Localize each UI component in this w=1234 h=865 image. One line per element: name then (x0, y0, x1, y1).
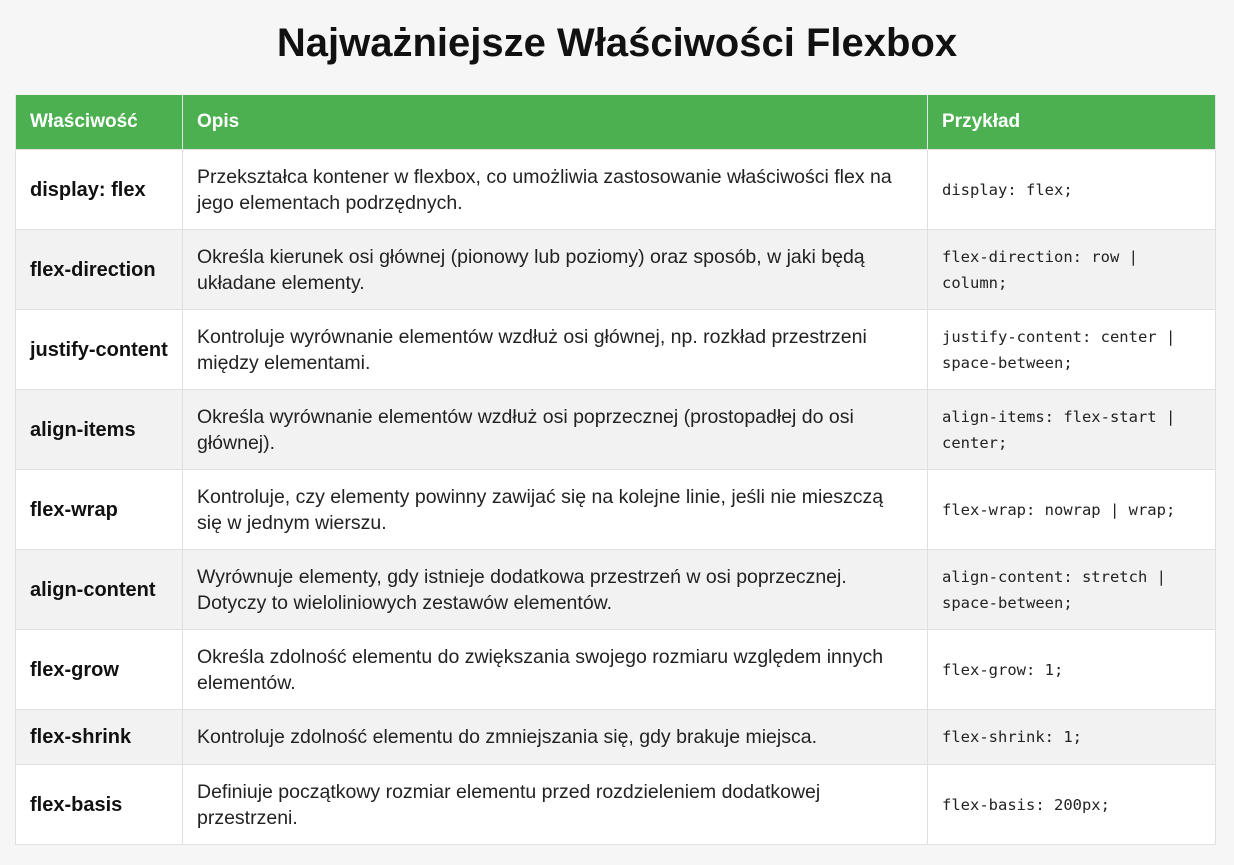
property-cell: display: flex (16, 150, 183, 230)
description-cell: Definiuje początkowy rozmiar elementu przed rozdzieleniem dodatkowej przestrzeni. (183, 765, 928, 845)
table-row (16, 630, 1216, 710)
description-cell: Kontroluje zdolność elementu do zmniejszania się, gdy brakuje miejsca. (183, 710, 928, 765)
example-cell: flex-wrap: nowrap | wrap; (928, 470, 1216, 550)
property-cell: align-items (16, 390, 183, 470)
property-cell: justify-content (16, 310, 183, 390)
example-cell: align-content: stretch | space-between; (928, 550, 1216, 630)
table-row (16, 310, 1216, 390)
description-cell: Określa zdolność elementu do zwiększania swojego rozmiaru względem innych elementów. (183, 630, 928, 710)
column-header-example: Przykład (928, 95, 1216, 150)
table-row (16, 765, 1216, 845)
example-cell: justify-content: center | space-between; (928, 310, 1216, 390)
description-cell: Kontroluje, czy elementy powinny zawijać się na kolejne linie, jeśli nie mieszczą się w jednym wierszu. (183, 470, 928, 550)
property-cell: align-content (16, 550, 183, 630)
description-cell: Przekształca kontener w flexbox, co umożliwia zastosowanie właściwości flex na jego elementach podrzędnych. (183, 150, 928, 230)
table-row (16, 710, 1216, 765)
example-cell: align-items: flex-start | center; (928, 390, 1216, 470)
description-cell: Wyrównuje elementy, gdy istnieje dodatkowa przestrzeń w osi poprzecznej. Dotyczy to wieloliniowych zestawów elementów. (183, 550, 928, 630)
table-header-row (16, 95, 1216, 150)
description-cell: Określa wyrównanie elementów wzdłuż osi poprzecznej (prostopadłej do osi głównej). (183, 390, 928, 470)
property-cell: flex-shrink (16, 710, 183, 765)
property-cell: flex-basis (16, 765, 183, 845)
property-cell: flex-grow (16, 630, 183, 710)
table-row (16, 390, 1216, 470)
table-row (16, 470, 1216, 550)
example-cell: flex-basis: 200px; (928, 765, 1216, 845)
table-row (16, 550, 1216, 630)
table-row (16, 230, 1216, 310)
page-title: Najważniejsze Właściwości Flexbox (276, 21, 958, 65)
example-cell: flex-direction: row | column; (928, 230, 1216, 310)
column-header-property: Właściwość (16, 95, 183, 150)
description-cell: Określa kierunek osi głównej (pionowy lub poziomy) oraz sposób, w jaki będą układane elementy. (183, 230, 928, 310)
example-cell: display: flex; (928, 150, 1216, 230)
property-cell: flex-wrap (16, 470, 183, 550)
property-cell: flex-direction (16, 230, 183, 310)
table-row (16, 150, 1216, 230)
example-cell: flex-grow: 1; (928, 630, 1216, 710)
flexbox-properties-table (15, 95, 1216, 845)
example-cell: flex-shrink: 1; (928, 710, 1216, 765)
column-header-description: Opis (183, 95, 928, 150)
description-cell: Kontroluje wyrównanie elementów wzdłuż osi głównej, np. rozkład przestrzeni między elementami. (183, 310, 928, 390)
